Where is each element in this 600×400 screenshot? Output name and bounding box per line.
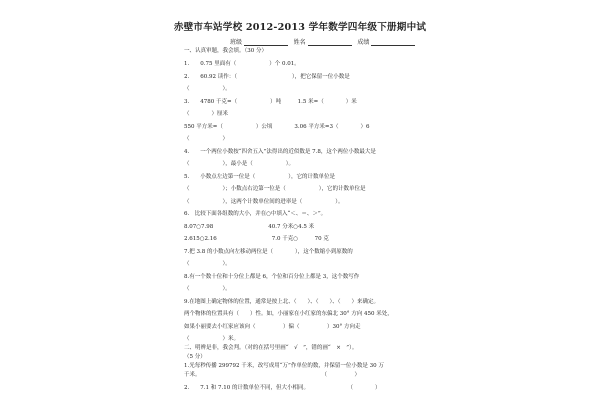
section-2-heading: 二、明辨是非，我会判。（对的在括号里画“ √ ”，错的画“ × ”）。 [184,345,358,351]
question-line: 1.光每秒传播 299792 千米，改写成用“万”作单位的数，并保留一位小数是 30 万 [184,363,384,369]
class-label: 班级 [230,39,243,46]
question-line: （ ）；小数点右边第一位是（ ），它的计数单位是 [184,186,366,192]
question-line: （ ），这两个计数单位间的进率是（ ）。 [184,199,344,205]
question-line: 4. 一个两位小数按“四舍五入”法得出的近似数是 7.8，这个两位小数最大是 [184,149,376,155]
student-info-row [230,37,450,46]
page-title: 赤壁市车站学校 2012-2013 学年数学四年级下册期中试 [173,22,427,33]
question-line: （ ）米。 [184,336,240,342]
question-line: （5 分） [184,354,206,360]
class-field[interactable] [244,39,288,46]
question-line: 6. 比较下面各组数的大小，并在○中填入“＜、＝、＞”。 [184,211,327,217]
question-line: 如果小丽要去小红家应该向（ ）偏（ ）30° 方向走 [184,324,361,330]
question-line: 2. 7.1 和 7.10 的计数单位不同，但大小相同。 （ ） [184,385,381,391]
question-line: 5. 小数点左边第一位是（ ），它的计数单位是 [184,174,335,180]
question-line: （ ）。 [184,261,231,267]
question-line: 550 平方米=（ ）公顷 3.06 平方米=3（ ）6 [184,124,370,130]
question-line: 8.07○7.98 40.7 分米○4.5 米 [184,224,315,230]
question-line: 2.615○2.16 7.0 千克○ 70 克 [184,236,329,242]
question-line: 9.在地图上确定物体的位置，通常是按上北、（ ）、（ ）、（ ）来确定。 [184,299,380,305]
question-line: 两个物体的位置具有（ ）性。如，小丽家在小红家的东偏北 30° 方向 450 米处， [184,311,393,317]
question-line: （ ）厘米 [184,111,229,117]
question-line: （ ） [184,136,229,142]
name-label: 姓名 [293,39,306,46]
score-label: 成绩 [357,39,370,46]
question-line: 千米。 （ ） [184,372,361,378]
question-line: （ ），最小是（ ）。 [184,161,295,167]
question-line: 2. 60.92 读作：（ ），把它保留一位小数是 [184,74,350,80]
section-1-heading: 一、认真审题，我会填。（30 分） [184,48,267,54]
question-line: 8.有一个数十位和十分位上都是 6，个位和百分位上都是 3，这个数写作 [184,274,360,280]
score-field[interactable] [371,39,415,46]
name-field[interactable] [308,39,352,46]
question-line: （ ）。 [184,86,231,92]
question-line: 7.把 3.8 的小数点向左移动两位是（ ），这个数缩小到原数的 [184,249,353,255]
question-line: 1. 0.75 里面有（ ）个 0.01。 [184,61,300,67]
question-line: 3. 4780 千克=（ ）吨 1.5 米=（ ）米 [184,99,357,105]
question-line: （ ）。 [184,286,231,292]
